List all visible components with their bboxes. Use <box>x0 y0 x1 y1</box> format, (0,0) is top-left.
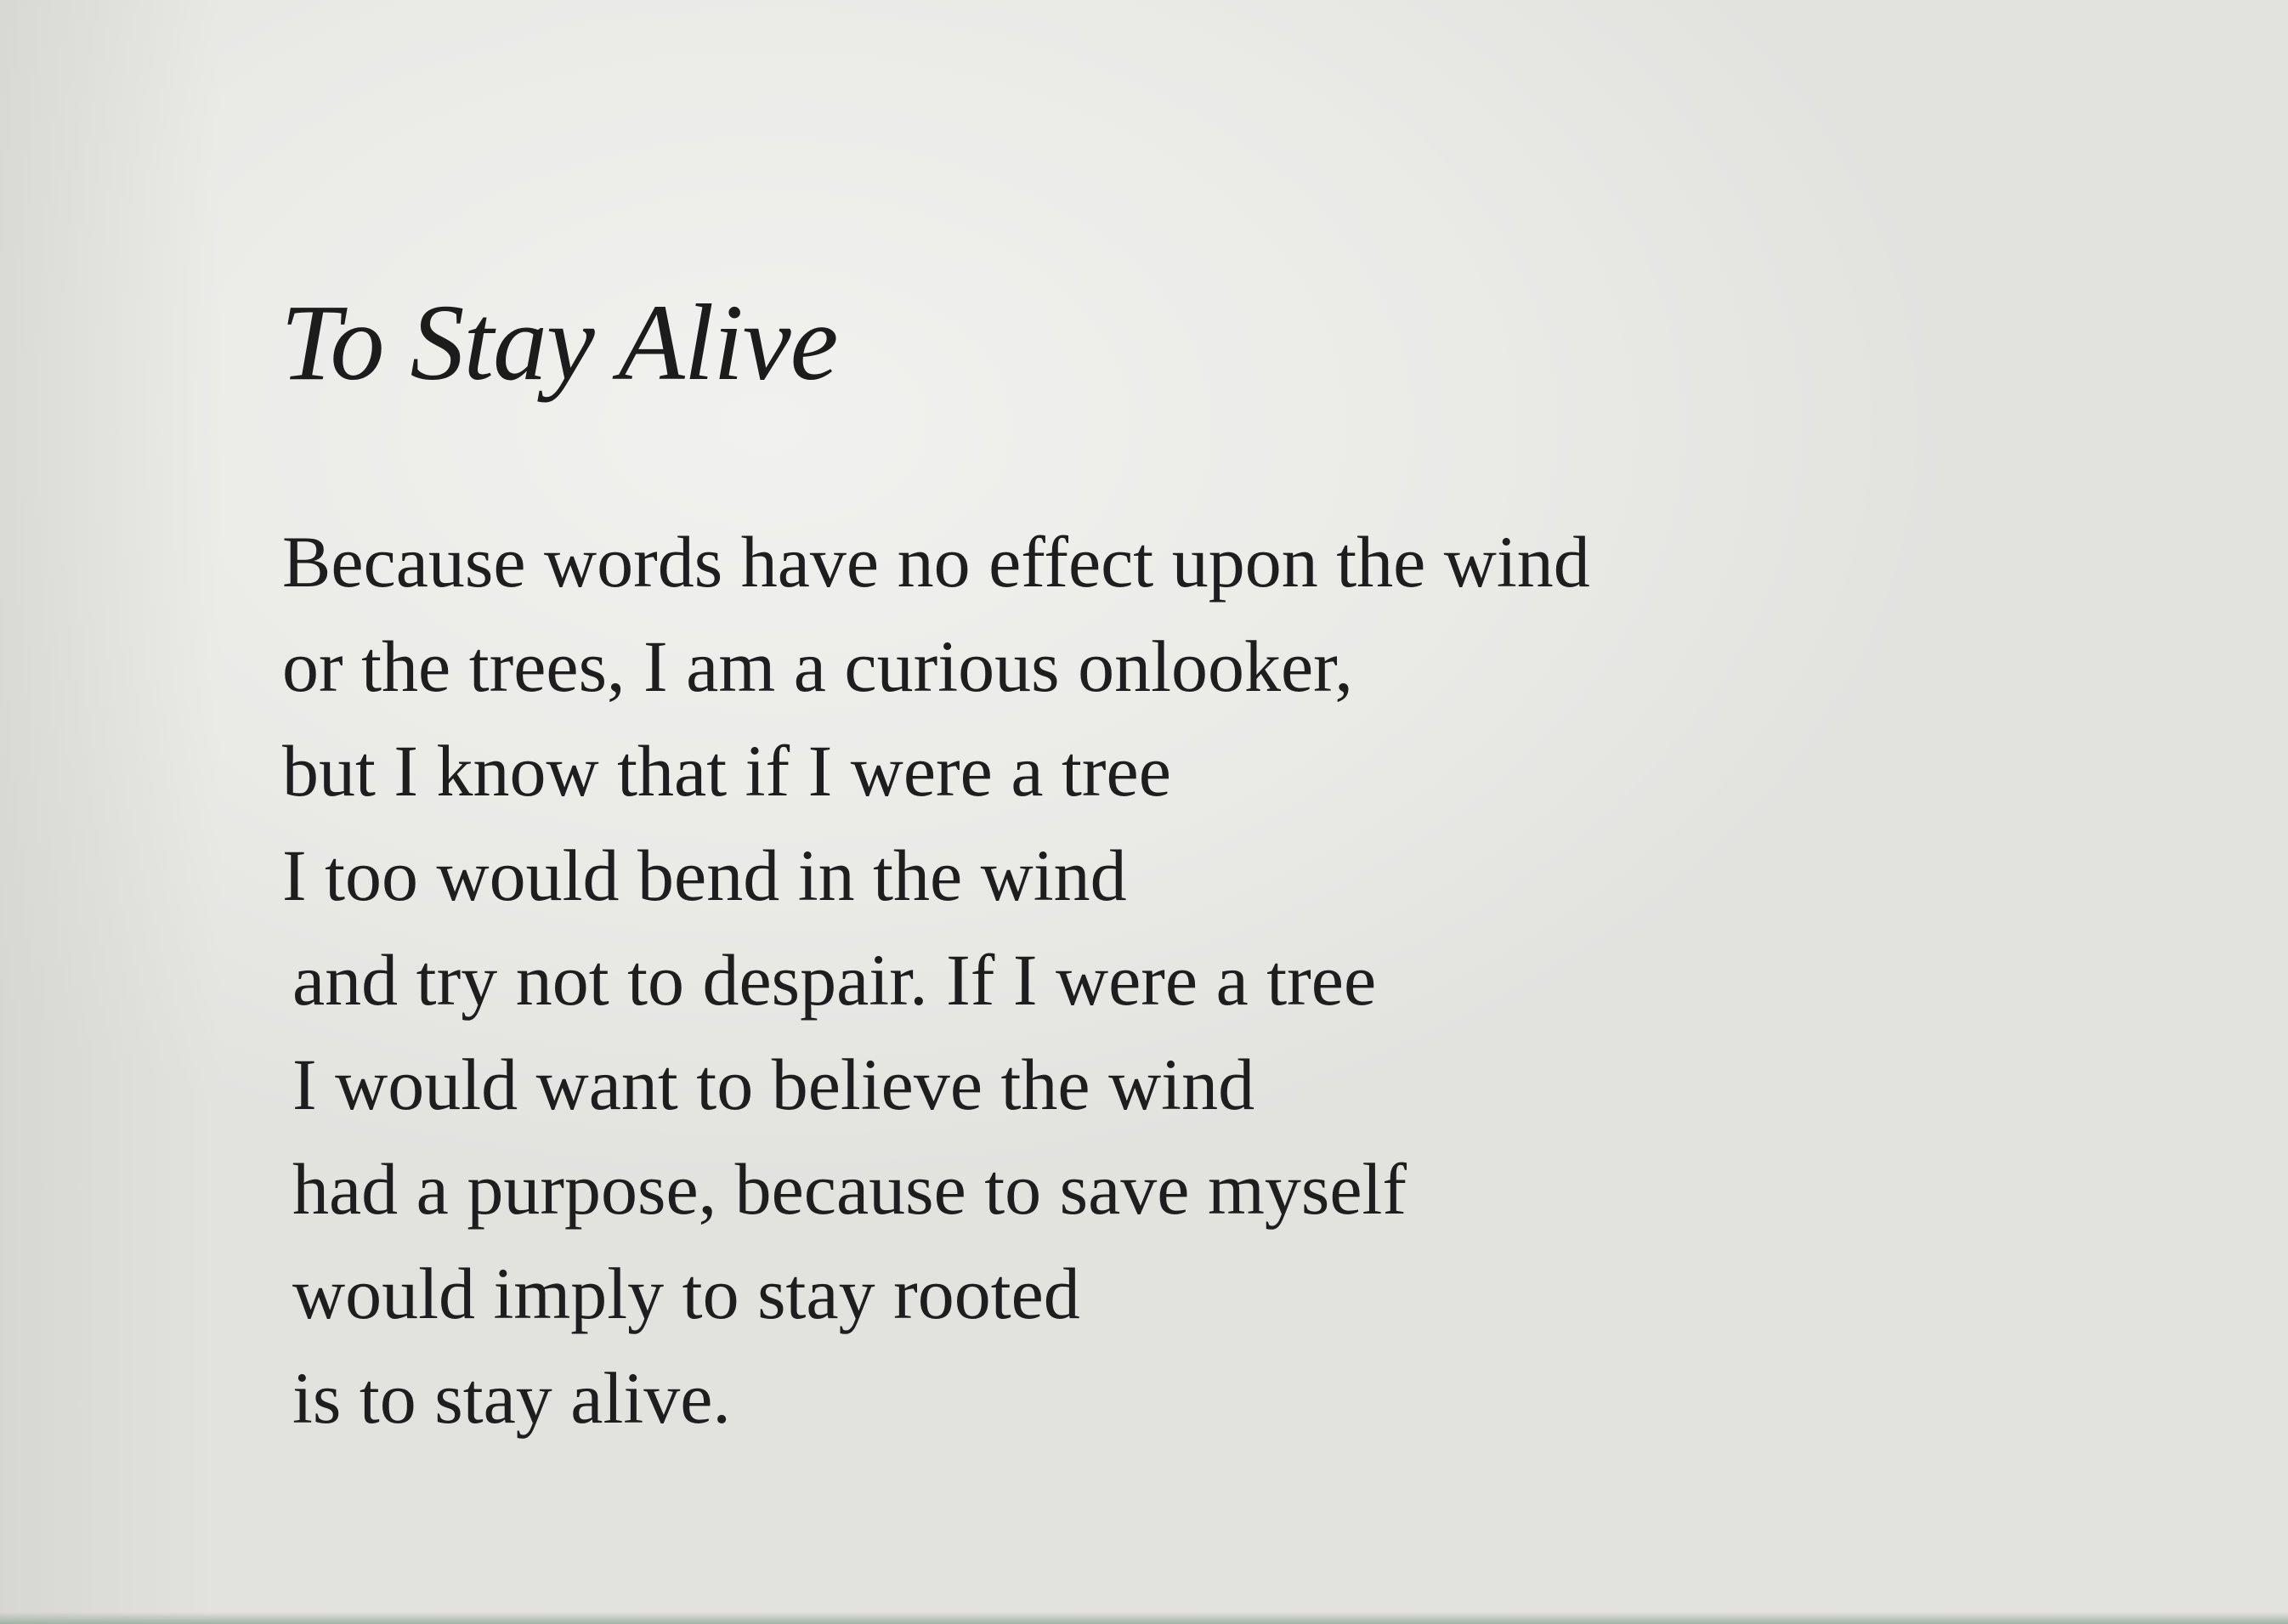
poem-line-4: I too would bend in the wind <box>282 835 1127 916</box>
poem-line-6: I would want to believe the wind <box>292 1044 1255 1125</box>
poem-line-7: had a purpose, because to save myself <box>292 1148 1407 1230</box>
poem-title: To Stay Alive <box>280 282 838 403</box>
page-shadow-left <box>0 0 221 1624</box>
poem-line-2: or the trees, I am a curious onlooker, <box>282 625 1353 707</box>
poem-line-9: is to stay alive. <box>292 1357 731 1439</box>
poem-body <box>282 510 1590 1451</box>
poem-line-8: would imply to stay rooted <box>292 1253 1080 1334</box>
poem-line-5: and try not to despair. If I were a tree <box>292 939 1377 1021</box>
page-edge-bottom <box>0 1612 2288 1624</box>
poem-line-3: but I know that if I were a tree <box>282 730 1171 812</box>
poem-line-1: Because words have no effect upon the wind <box>282 521 1590 603</box>
